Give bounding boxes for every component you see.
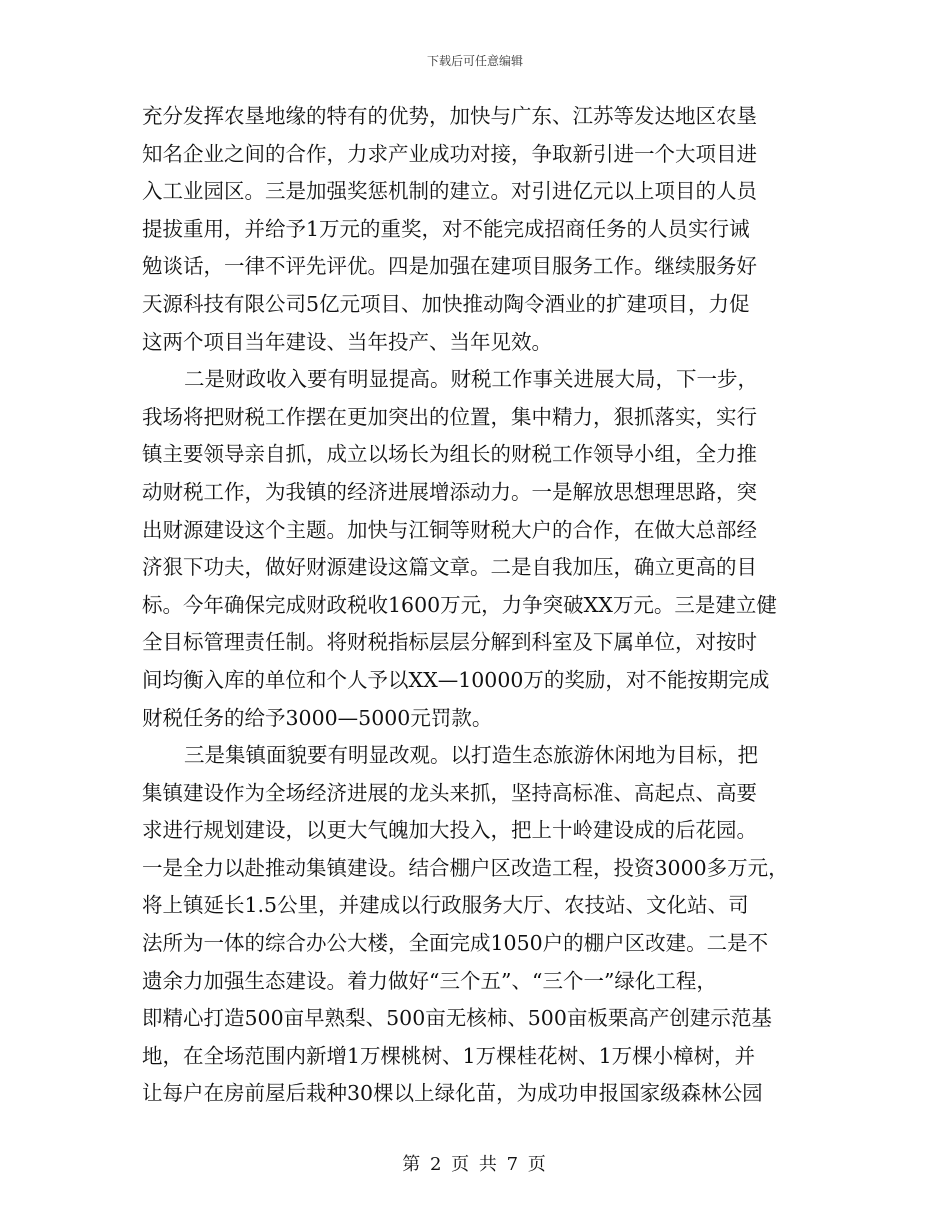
body-line-13: 济狠下功夫，做好财源建设这篇文章。二是自我加压，确立更高的目 xyxy=(142,555,757,580)
document-body xyxy=(142,98,802,1113)
body-line-12: 出财源建设这个主题。加快与江铜等财税大户的合作，在做大总部经 xyxy=(142,517,757,542)
body-line-27: 让每户在房前屋后栽种30棵以上绿化苗，为成功申报国家级森林公园 xyxy=(142,1081,763,1106)
body-line-11: 动财税工作，为我镇的经济进展增添动力。一是解放思想理思路，突 xyxy=(142,479,757,504)
paragraph-start-line-8: 二是财政收入要有明显提高。财税工作事关进展大局，下一步， xyxy=(184,367,758,392)
body-line-23: 法所为一体的综合办公大楼，全面完成1050户的棚户区改建。二是不 xyxy=(142,931,769,956)
body-line-15: 全目标管理责任制。将财税指标层层分解到科室及下属单位，对按时 xyxy=(142,630,757,655)
page-number-footer: 第 2 页 共 7 页 xyxy=(402,1154,548,1175)
body-line-9: 我场将把财税工作摆在更加突出的位置，集中精力，狠抓落实，实行 xyxy=(142,404,757,429)
body-line-2: 知名企业之间的合作，力求产业成功对接，争取新引进一个大项目进 xyxy=(142,141,757,166)
body-line-14: 标。今年确保完成财政税收1600万元，力争突破XX万元。三是建立健 xyxy=(142,592,777,617)
body-line-26: 地，在全场范围内新增1万棵桃树、1万棵桂花树、1万棵小樟树，并 xyxy=(142,1043,756,1068)
page-header: 下载后可任意编辑 xyxy=(426,54,523,68)
body-line-7: 这两个项目当年建设、当年投产、当年见效。 xyxy=(142,329,552,354)
body-line-5: 勉谈话，一律不评先评优。四是加强在建项目服务工作。继续服务好 xyxy=(142,254,757,279)
body-line-21: 一是全力以赴推动集镇建设。结合棚户区改造工程，投资3000多万元， xyxy=(142,855,789,880)
body-line-16: 间均衡入库的单位和个人予以XX—10000万的奖励，对不能按期完成 xyxy=(142,667,770,692)
body-line-22: 将上镇延长1.5公里，并建成以行政服务大厅、农技站、文化站、司 xyxy=(142,893,749,918)
body-line-20: 求进行规划建设，以更大气魄加大投入，把上十岭建设成的后花园。 xyxy=(142,818,757,843)
body-line-17: 财税任务的给予3000—5000元罚款。 xyxy=(142,705,493,730)
body-line-1: 充分发挥农垦地缘的特有的优势，加快与广东、江苏等发达地区农垦 xyxy=(142,104,757,128)
body-line-24: 遗余力加强生态建设。着力做好“三个五”、“三个一”绿化工程， xyxy=(142,968,717,993)
body-line-4: 提拔重用，并给予1万元的重奖，对不能完成招商任务的人员实行诫 xyxy=(142,216,750,241)
paragraph-start-line-18: 三是集镇面貌要有明显改观。以打造生态旅游休闲地为目标，把 xyxy=(184,743,758,768)
body-line-25: 即精心打造500亩早熟梨、500亩无核柿、500亩板栗高产创建示范基 xyxy=(142,1006,772,1031)
body-line-19: 集镇建设作为全场经济进展的龙头来抓，坚持高标准、高起点、高要 xyxy=(142,780,757,805)
body-line-6: 天源科技有限公司5亿元项目、加快推动陶令酒业的扩建项目，力促 xyxy=(142,291,750,316)
body-line-3: 入工业园区。三是加强奖惩机制的建立。对引进亿元以上项目的人员 xyxy=(142,179,757,204)
body-line-10: 镇主要领导亲自抓，成立以场长为组长的财税工作领导小组，全力推 xyxy=(142,442,757,467)
